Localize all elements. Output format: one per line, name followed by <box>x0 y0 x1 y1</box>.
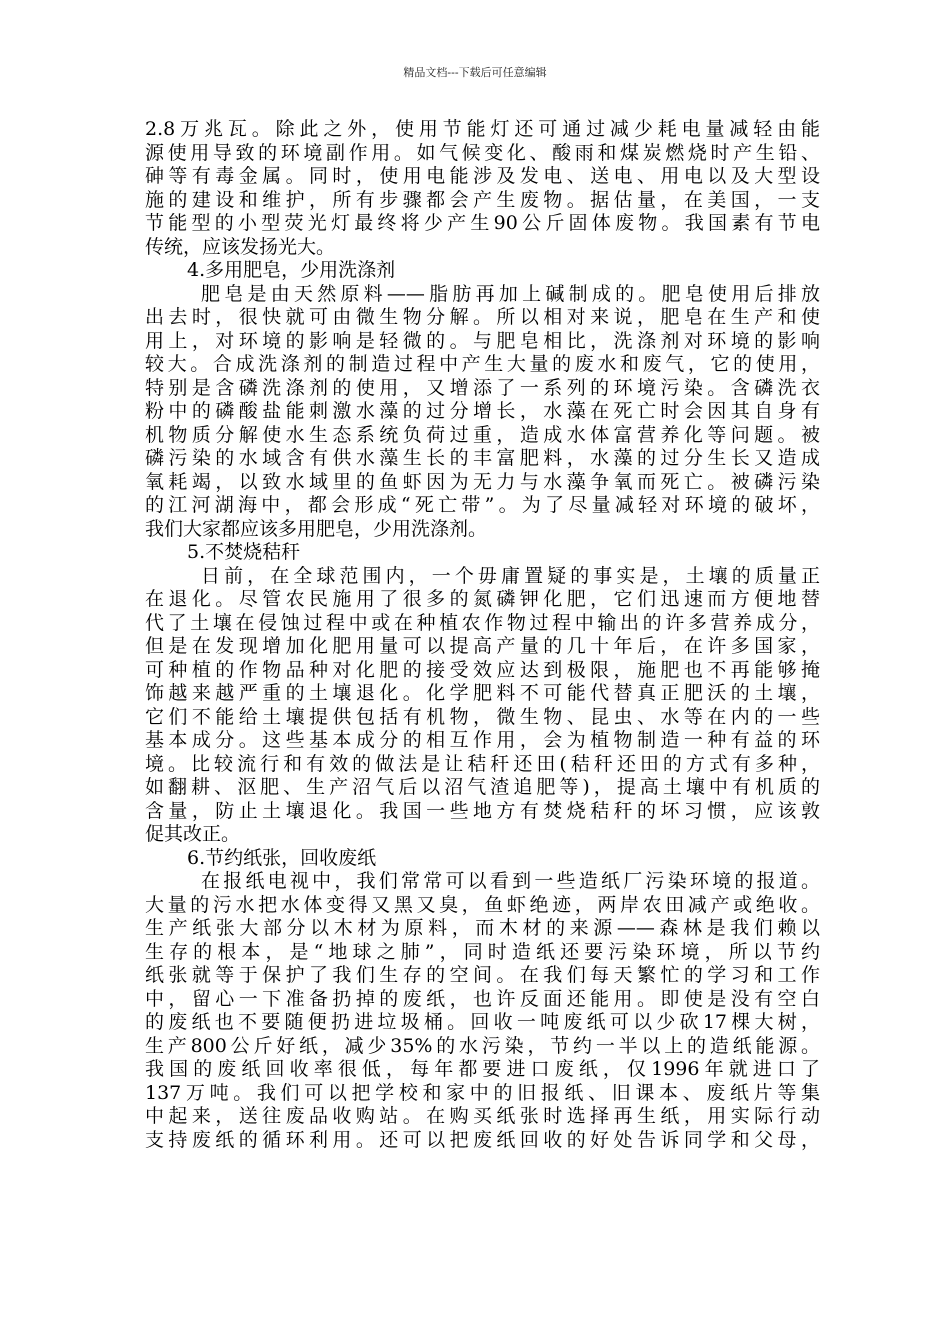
text-line: 中起来，送往废品收购站。在购买纸张时选择再生纸，用实际行动 <box>145 1105 820 1127</box>
paragraph-last-line: 我们大家都应该多用肥皂，少用洗涤剂。 <box>145 517 488 540</box>
text-line: 出去时，很快就可由微生物分解。所以相对来说，肥皂在生产和使 <box>145 306 820 328</box>
text-line: 137万吨。我们可以把学校和家中的旧报纸、旧课本、废纸片等集 <box>145 1081 820 1104</box>
text-line: 大量的污水把水体变得又黑又臭，鱼虾绝迹，两岸农田减产或绝收。 <box>145 893 820 916</box>
text-line: 机物质分解使水生态系统负荷过重，造成水体富营养化等问题。被 <box>145 423 820 446</box>
text-line: 的废纸也不要随便扔进垃圾桶。回收一吨废纸可以少砍17棵大树， <box>145 1011 820 1033</box>
text-line: 砷等有毒金属。同时，使用电能涉及发电、送电、用电以及大型设 <box>145 165 820 187</box>
text-line: 纸张就等于保护了我们生存的空间。在我们每天繁忙的学习和工作 <box>145 964 820 986</box>
text-line: 节能型的小型荧光灯最终将少产生90公斤固体废物。我国素有节电 <box>145 212 820 234</box>
page-header: 精品文档---下载后可任意编辑 <box>403 66 547 79</box>
text-line: 较大。合成洗涤剂的制造过程中产生大量的废水和废气，它的使用， <box>145 353 820 375</box>
text-line: 特别是含磷洗涤剂的使用，又增添了一系列的环境污染。含磷洗衣 <box>145 376 820 399</box>
text-line: 它们不能给土壤提供包括有机物，微生物、昆虫、水等在内的一些 <box>145 705 820 728</box>
text-line: 的江河湖海中，都会形成“死亡带”。为了尽量减轻对环境的破坏， <box>145 494 820 516</box>
text-line: 生存的根本，是“地球之肺”，同时造纸还要污染环境，所以节约 <box>145 940 820 963</box>
text-line: 可种植的作物品种对化肥的接受效应达到极限，施肥也不再能够掩 <box>145 658 820 681</box>
section-heading: 6.节约纸张，回收废纸 <box>187 846 377 869</box>
text-line: 在退化。尽管农民施用了很多的氮磷钾化肥，它们迅速而方便地替 <box>145 588 820 610</box>
text-line: 饰越来越严重的土壤退化。化学肥料不可能代替真正肥沃的土壤， <box>145 682 820 704</box>
section-heading: 4.多用肥皂，少用洗涤剂 <box>187 259 396 281</box>
document-body <box>145 118 820 1152</box>
text-line: 源使用导致的环境副作用。如气候变化、酸雨和煤炭燃烧时产生铅、 <box>145 141 820 164</box>
paragraph-last-line: 传统，应该发扬光大。 <box>145 235 336 258</box>
text-line: 磷污染的水域含有供水藻生长的丰富肥料，水藻的过分生长又造成 <box>145 447 820 469</box>
text-line: 但是在发现增加化肥用量可以提高产量的几十年后，在许多国家， <box>145 635 820 657</box>
paragraph-first-line: 在报纸电视中，我们常常可以看到一些造纸厂污染环境的报道。 <box>201 870 820 892</box>
text-line: 生产纸张大部分以木材为原料，而木材的来源——森林是我们赖以 <box>145 917 820 939</box>
text-line: 如翻耕、沤肥、生产沼气后以沼气渣追肥等)，提高土壤中有机质的 <box>145 776 820 798</box>
text-line: 氧耗竭，以致水域里的鱼虾因为无力与水藻争氧而死亡。被磷污染 <box>145 470 820 493</box>
text-line: 我国的废纸回收率很低，每年都要进口废纸，仅1996年就进口了 <box>145 1058 820 1080</box>
text-line: 用上，对环境的影响是轻微的。与肥皂相比，洗涤剂对环境的影响 <box>145 329 820 352</box>
section-heading: 5.不焚烧秸秆 <box>187 541 301 563</box>
text-line: 生产800公斤好纸，减少35%的水污染，节约一半以上的造纸能源。 <box>145 1034 820 1057</box>
text-line: 代了土壤在侵蚀过程中或在种植农作物过程中输出的许多营养成分， <box>145 611 820 634</box>
text-line: 施的建设和维护，所有步骤都会产生废物。据估量，在美国，一支 <box>145 188 820 211</box>
text-line: 含量，防止土壤退化。我国一些地方有焚烧秸秆的坏习惯，应该敦 <box>145 799 820 822</box>
text-line: 基本成分。这些基本成分的相互作用，会为植物制造一种有益的环 <box>145 729 820 751</box>
text-line: 粉中的磷酸盐能刺激水藻的过分增长，水藻在死亡时会因其自身有 <box>145 400 820 422</box>
paragraph-last-line: 促其改正。 <box>145 823 241 845</box>
text-line: 支持废纸的循环利用。还可以把废纸回收的好处告诉同学和父母， <box>145 1128 820 1151</box>
paragraph-first-line: 肥皂是由天然原料——脂肪再加上碱制成的。肥皂使用后排放 <box>201 282 820 305</box>
text-line: 境。比较流行和有效的做法是让秸秆还田(秸秆还田的方式有多种， <box>145 752 820 775</box>
text-line: 中，留心一下准备扔掉的废纸，也许反面还能用。即使是没有空白 <box>145 987 820 1010</box>
text-line: 2.8万兆瓦。除此之外，使用节能灯还可通过减少耗电量减轻由能 <box>145 118 820 140</box>
paragraph-first-line: 日前，在全球范围内，一个毋庸置疑的事实是，土壤的质量正 <box>201 564 820 587</box>
